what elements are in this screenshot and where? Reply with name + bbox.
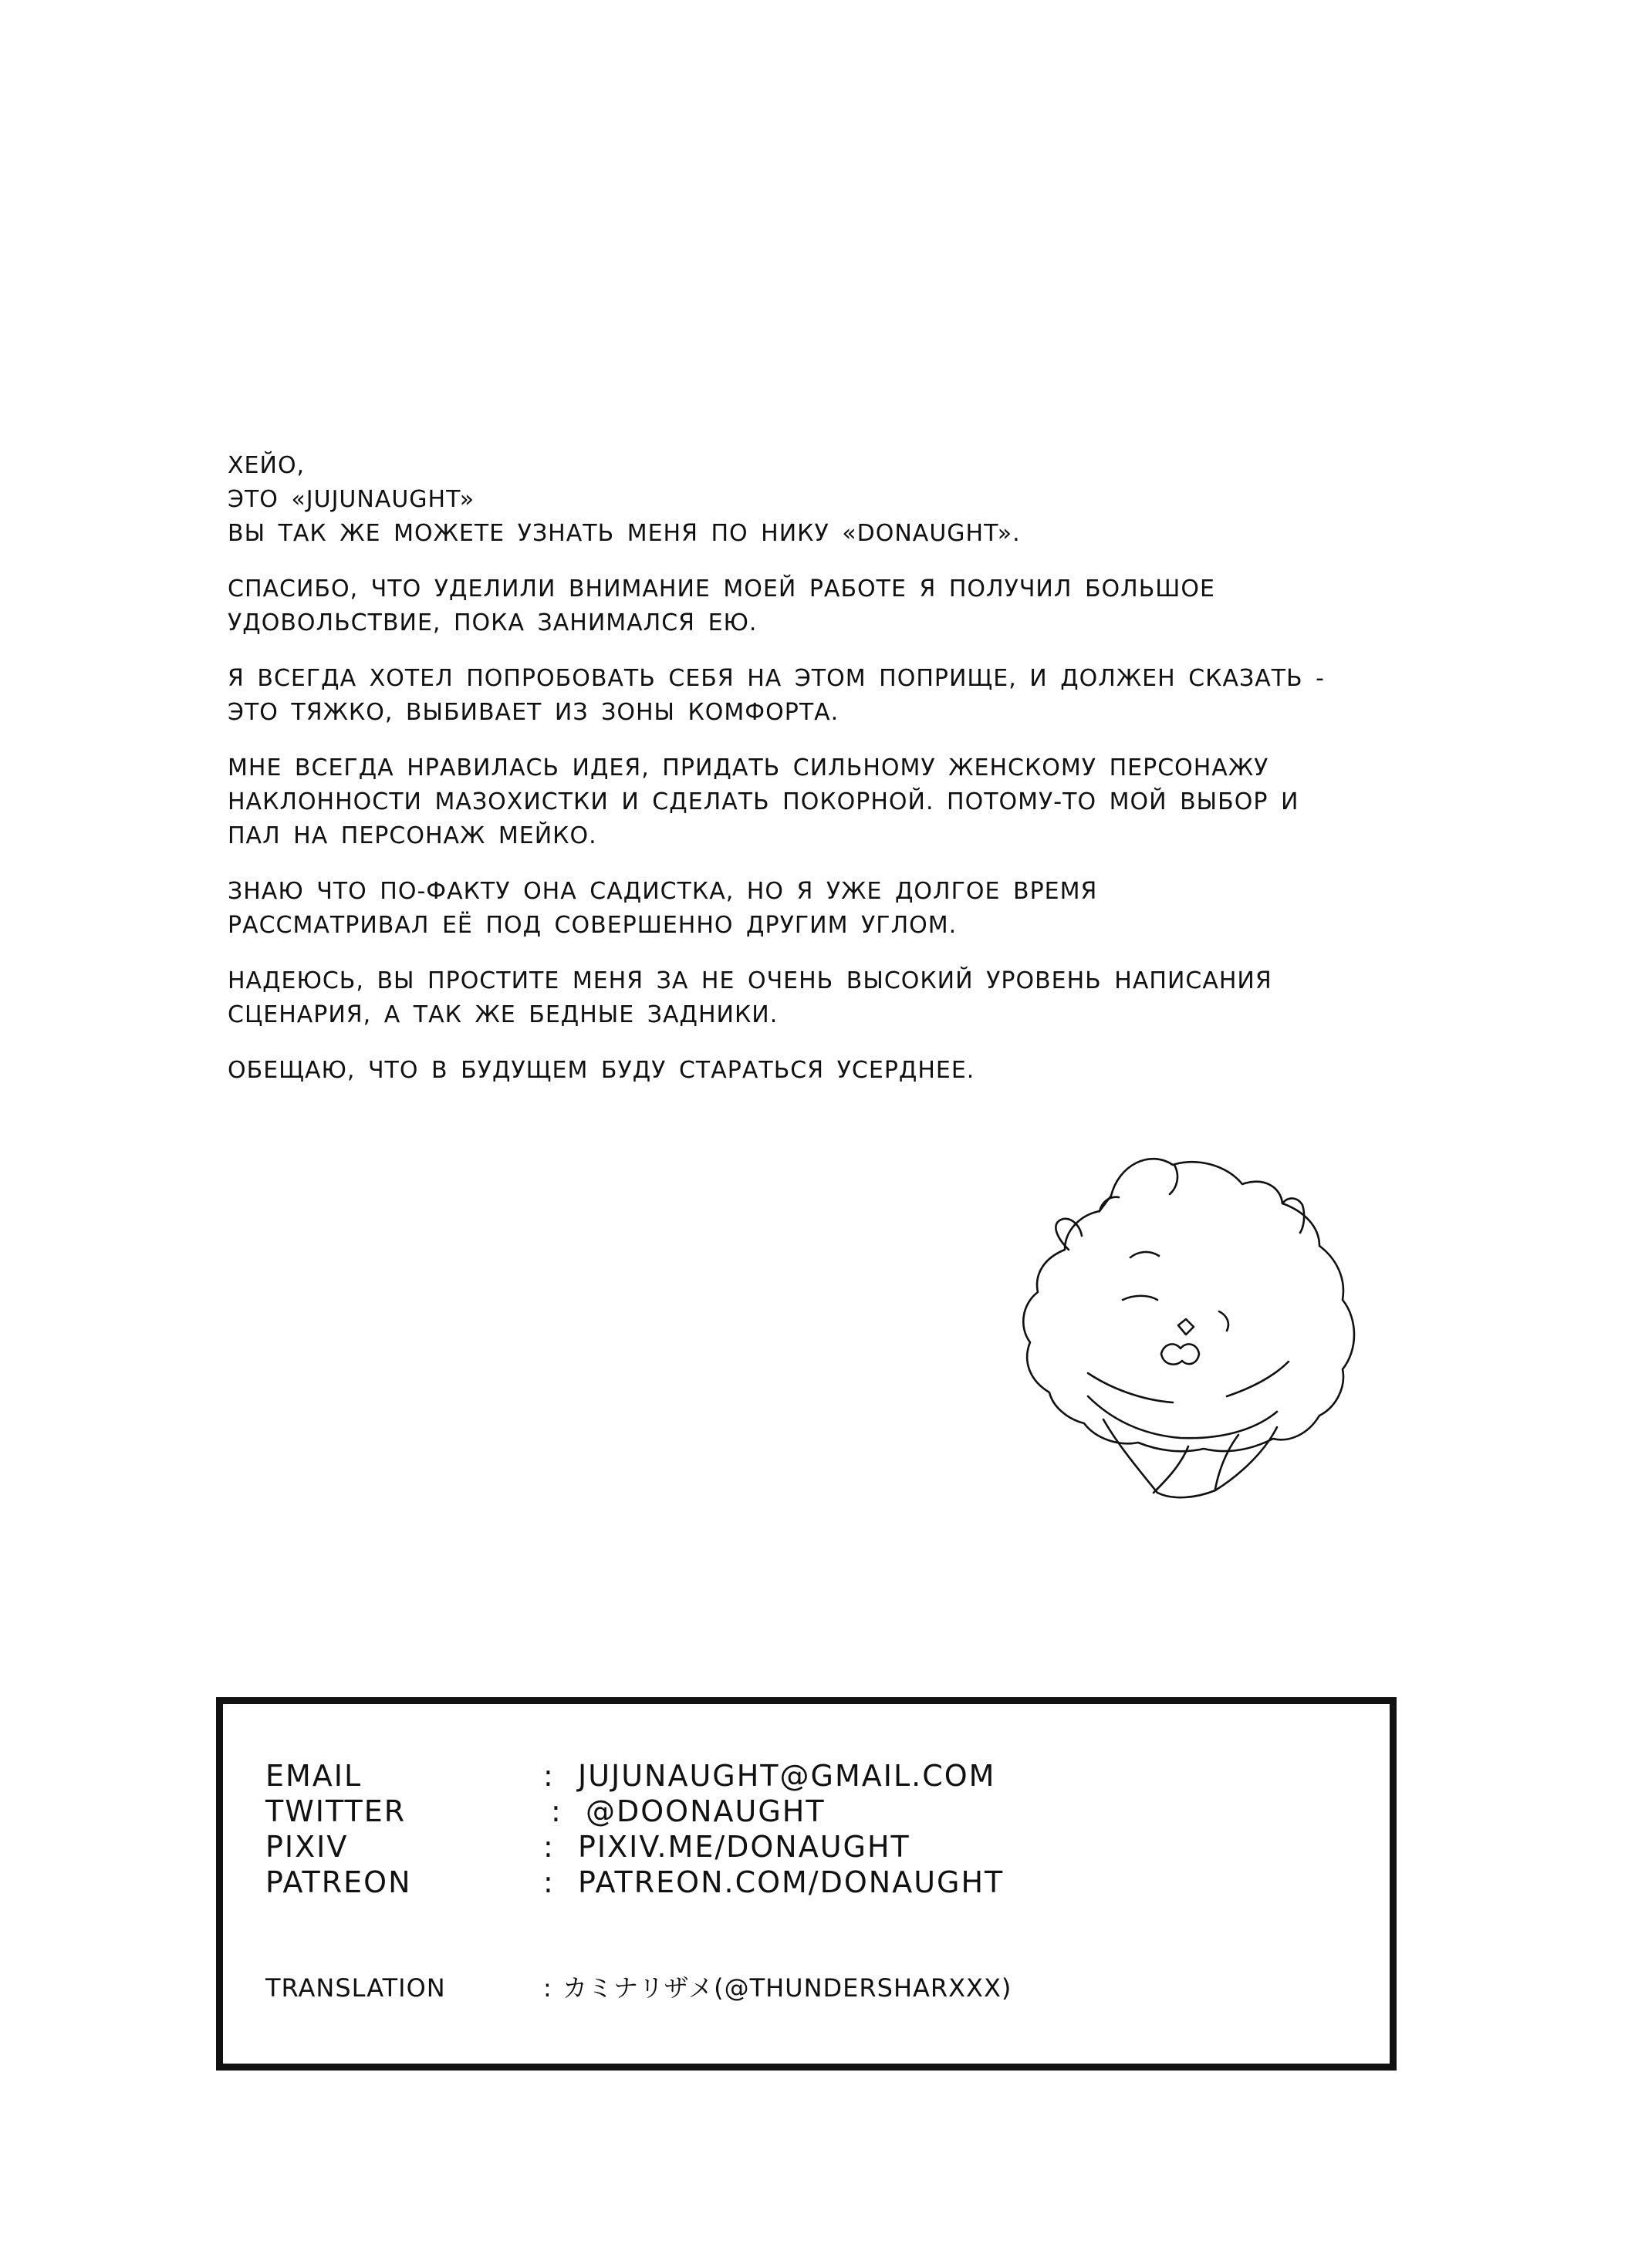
credit-separator: : bbox=[543, 1973, 552, 2003]
note-paragraph bbox=[228, 1054, 1370, 1088]
credit-label: PIXIV bbox=[265, 1830, 349, 1864]
note-line: ПАЛ НА ПЕРСОНАЖ МЕЙКО. bbox=[228, 822, 597, 849]
note-line: ВЫ ТАК ЖЕ МОЖЕТЕ УЗНАТЬ МЕНЯ ПО НИКУ «DONAUGHT». bbox=[228, 520, 1021, 547]
note-line: НАДЕЮСЬ, ВЫ ПРОСТИТЕ МЕНЯ ЗА НЕ ОЧЕНЬ ВЫСОКИЙ УРОВЕНЬ НАПИСАНИЯ bbox=[228, 967, 1272, 994]
note-paragraph bbox=[228, 662, 1370, 730]
credit-value-patreon: PATREON.COM/DONAUGHT bbox=[578, 1865, 1005, 1899]
credit-label: TWITTER bbox=[265, 1794, 407, 1828]
credit-separator: : bbox=[543, 1830, 555, 1864]
credit-value-email: JUJUNAUGHT@GMAIL.COM bbox=[578, 1759, 996, 1793]
note-line: НАКЛОННОСТИ МАЗОХИСТКИ И СДЕЛАТЬ ПОКОРНОЙ. ПОТОМУ-ТО МОЙ ВЫБОР И bbox=[228, 788, 1299, 815]
credit-label: TRANSLATION bbox=[265, 1973, 446, 2003]
note-line: ОБЕЩАЮ, ЧТО В БУДУЩЕМ БУДУ СТАРАТЬСЯ УСЕРДНЕЕ. bbox=[228, 1057, 975, 1084]
note-line: ХЕЙО, bbox=[228, 452, 306, 479]
note-line: ЭТО ТЯЖКО, ВЫБИВАЕТ ИЗ ЗОНЫ КОМФОРТА. bbox=[228, 699, 839, 726]
credit-value-twitter: @DOONAUGHT bbox=[586, 1794, 826, 1828]
note-line: ЭТО «JUJUNAUGHT» bbox=[228, 486, 475, 513]
credits-box bbox=[216, 1697, 1397, 2071]
credit-value-pixiv: PIXIV.ME/DONAUGHT bbox=[578, 1830, 910, 1864]
note-paragraph bbox=[228, 964, 1370, 1032]
credit-separator: : bbox=[551, 1794, 562, 1828]
author-note bbox=[228, 449, 1370, 1109]
note-paragraph bbox=[228, 449, 1370, 551]
note-line: ЗНАЮ ЧТО ПО-ФАКТУ ОНА САДИСТКА, НО Я УЖЕ ДОЛГОЕ ВРЕМЯ bbox=[228, 878, 1098, 905]
credit-separator: : bbox=[543, 1759, 555, 1793]
note-line: Я ВСЕГДА ХОТЕЛ ПОПРОБОВАТЬ СЕБЯ НА ЭТОМ ПОПРИЩЕ, И ДОЛЖЕН СКАЗАТЬ - bbox=[228, 665, 1326, 692]
note-paragraph bbox=[228, 572, 1370, 640]
credit-label: EMAIL bbox=[265, 1759, 363, 1793]
note-paragraph bbox=[228, 751, 1370, 853]
note-line: УДОВОЛЬСТВИЕ, ПОКА ЗАНИМАЛСЯ ЕЮ. bbox=[228, 609, 758, 636]
note-line: СЦЕНАРИЯ, А ТАК ЖЕ БЕДНЫЕ ЗАДНИКИ. bbox=[228, 1001, 779, 1028]
note-paragraph bbox=[228, 875, 1370, 943]
credit-value-translation: カミナリザメ(@THUNDERSHARXXX) bbox=[562, 1973, 1012, 2003]
credit-separator: : bbox=[543, 1865, 555, 1899]
note-line: СПАСИБО, ЧТО УДЕЛИЛИ ВНИМАНИЕ МОЕЙ РАБОТЕ Я ПОЛУЧИЛ БОЛЬШОЕ bbox=[228, 575, 1215, 602]
note-line: МНЕ ВСЕГДА НРАВИЛАСЬ ИДЕЯ, ПРИДАТЬ СИЛЬНОМУ ЖЕНСКОМУ ПЕРСОНАЖУ bbox=[228, 754, 1269, 781]
note-line: РАССМАТРИВАЛ ЕЁ ПОД СОВЕРШЕННО ДРУГИМ УГЛОМ. bbox=[228, 912, 958, 939]
sleeping-cat-bun-doodle-icon bbox=[995, 1142, 1381, 1512]
credit-label: PATREON bbox=[265, 1865, 412, 1899]
